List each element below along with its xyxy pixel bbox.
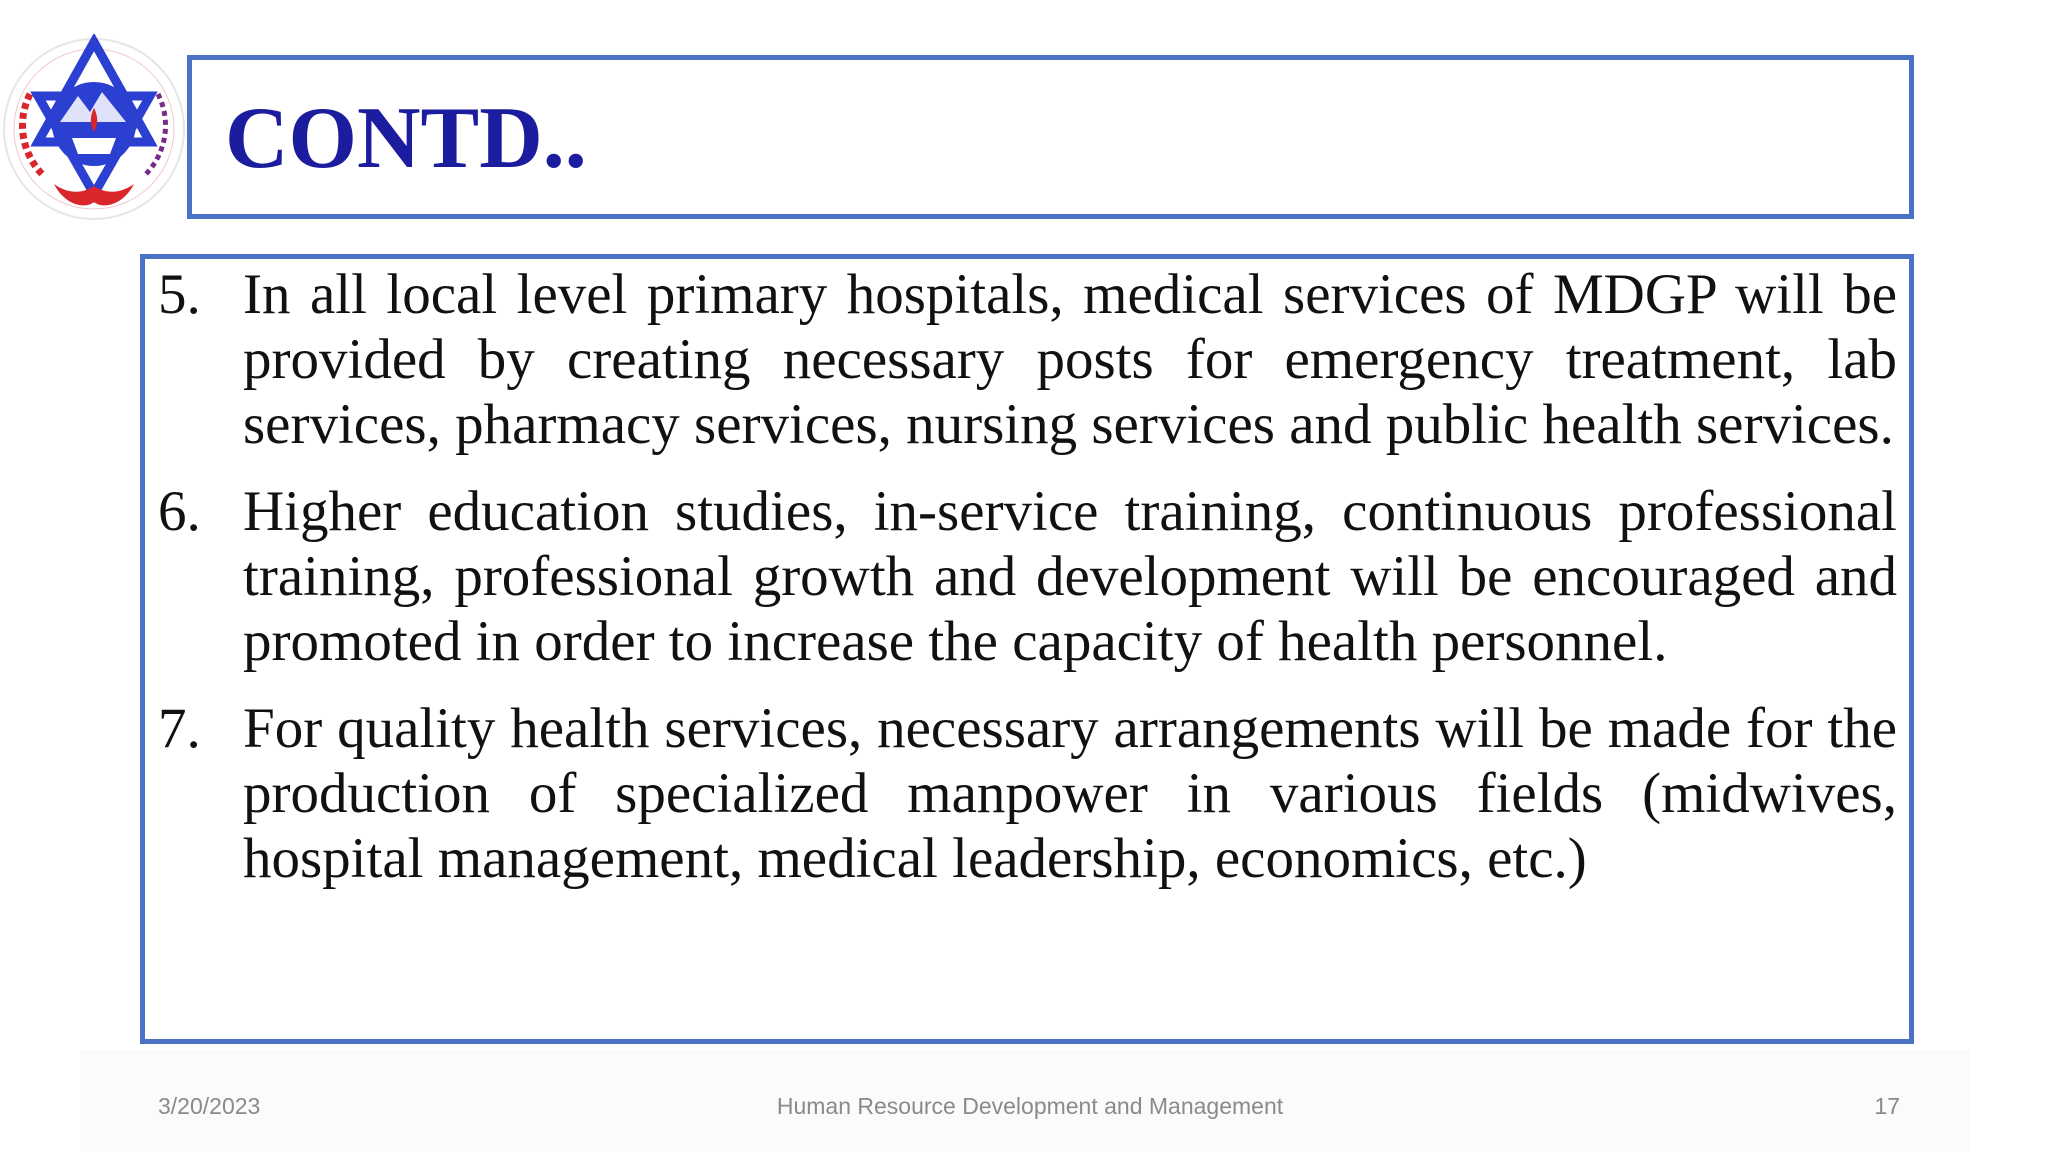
slide-title: CONTD.. [225,90,587,187]
point-text: For quality health services, necessary arrangements will be made for the production of specialized manpower in various fields (midwives, hospital management, medical leadership, economics, etc.) [243,697,1897,890]
policy-point-5 [155,262,1897,457]
point-text: Higher education studies, in-service training, continuous professional training, professional growth and development will be encouraged and promoted in order to increase the capacity of health personnel. [243,480,1897,673]
point-number: 6. [158,480,201,543]
point-number: 5. [158,263,201,326]
point-number: 7. [158,697,201,760]
policy-point-7 [155,696,1897,891]
university-emblem-icon [2,34,186,224]
footer-title: Human Resource Development and Management [776,1093,1284,1119]
point-text: In all local level primary hospitals, medical services of MDGP will be provided by creating necessary posts for emergency treatment, lab services, pharmacy services, nursing services and public health services. [243,263,1897,456]
policy-point-list [155,262,1897,913]
page-number: 17 [1874,1093,1900,1119]
footer-date: 3/20/2023 [158,1093,261,1119]
policy-point-6 [155,479,1897,674]
